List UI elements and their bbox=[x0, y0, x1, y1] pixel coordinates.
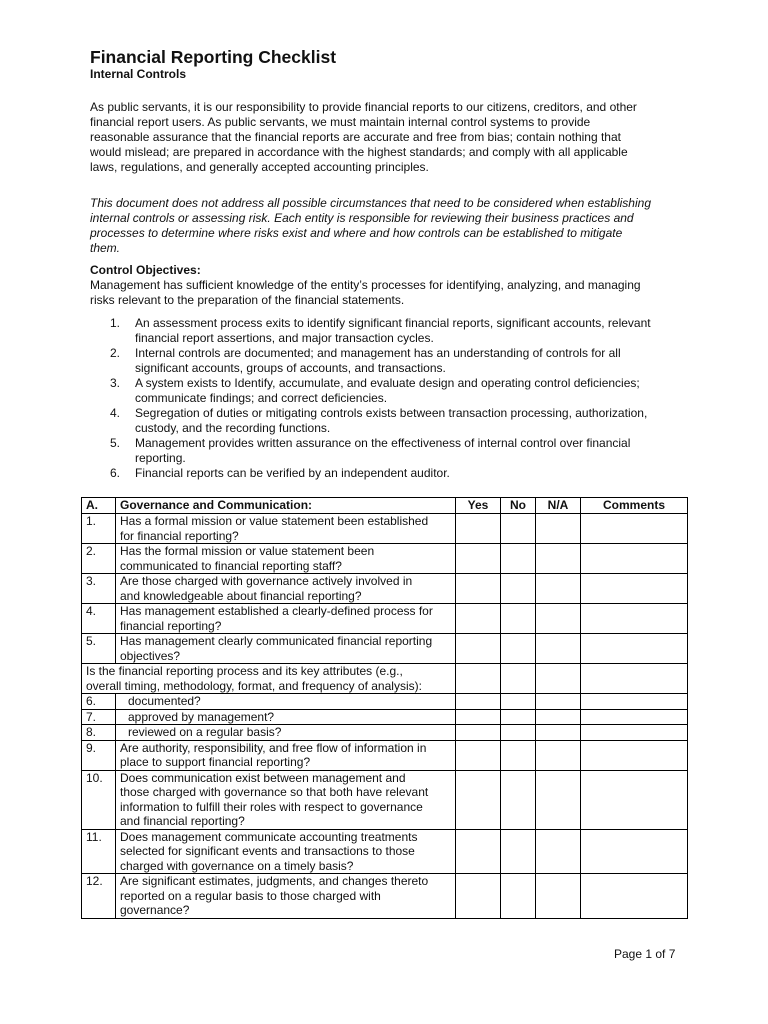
no-cell[interactable] bbox=[501, 829, 536, 874]
objective-number: 4. bbox=[110, 406, 121, 420]
question-cell bbox=[116, 709, 456, 725]
disclaimer-paragraph bbox=[90, 196, 690, 256]
yes-cell[interactable] bbox=[456, 709, 501, 725]
question-number: 5. bbox=[82, 634, 116, 664]
objective-text: Segregation of duties or mitigating controls exists between transaction processing, authorization, bbox=[135, 406, 648, 420]
question-text: documented? bbox=[128, 694, 201, 708]
question-number: 8. bbox=[82, 725, 116, 741]
objective-text: financial report assertions, and major transaction cycles. bbox=[135, 331, 434, 345]
na-cell[interactable] bbox=[536, 874, 581, 919]
intro-line: would mislead; are prepared in accordance with the highest standards; and comply with all applicable bbox=[90, 145, 628, 159]
question-number: 3. bbox=[82, 574, 116, 604]
objective-number: 5. bbox=[110, 436, 121, 450]
no-cell[interactable] bbox=[501, 740, 536, 770]
yes-cell[interactable] bbox=[456, 740, 501, 770]
table-row bbox=[82, 829, 688, 874]
no-column-header: No bbox=[501, 498, 536, 514]
question-cell bbox=[116, 770, 456, 829]
intro-line: As public servants, it is our responsibility to provide financial reports to our citizens, creditors, and other bbox=[90, 100, 637, 114]
yes-cell[interactable] bbox=[456, 574, 501, 604]
yes-cell[interactable] bbox=[456, 514, 501, 544]
yes-cell[interactable] bbox=[456, 634, 501, 664]
question-text: financial reporting? bbox=[120, 618, 222, 633]
question-number: 7. bbox=[82, 709, 116, 725]
table-row bbox=[82, 544, 688, 574]
yes-cell[interactable] bbox=[456, 874, 501, 919]
question-text: for financial reporting? bbox=[120, 528, 239, 543]
objective-item bbox=[110, 346, 710, 376]
comments-cell[interactable] bbox=[581, 725, 688, 741]
na-cell[interactable] bbox=[536, 829, 581, 874]
comments-cell[interactable] bbox=[581, 740, 688, 770]
objective-number: 6. bbox=[110, 466, 121, 480]
question-text: Are significant estimates, judgments, and changes thereto bbox=[120, 874, 429, 888]
disclaimer-line: them. bbox=[90, 241, 121, 255]
question-cell bbox=[116, 694, 456, 710]
objective-number: 1. bbox=[110, 316, 121, 330]
objective-text: reporting. bbox=[135, 451, 186, 465]
na-cell[interactable] bbox=[536, 770, 581, 829]
objectives-intro-line: risks relevant to the preparation of the financial statements. bbox=[90, 293, 405, 307]
intro-line: reasonable assurance that the financial reports are accurate and free from bias; contain nothing that bbox=[90, 130, 621, 144]
objective-number: 2. bbox=[110, 346, 121, 360]
question-cell bbox=[116, 514, 456, 544]
na-cell[interactable] bbox=[536, 664, 581, 694]
yes-cell[interactable] bbox=[456, 829, 501, 874]
comments-cell[interactable] bbox=[581, 604, 688, 634]
table-row bbox=[82, 664, 688, 694]
question-text: charged with governance on a timely basis? bbox=[120, 858, 354, 873]
question-cell bbox=[116, 874, 456, 919]
comments-cell[interactable] bbox=[581, 664, 688, 694]
comments-cell[interactable] bbox=[581, 574, 688, 604]
section-title-header: Governance and Communication: bbox=[116, 498, 456, 514]
yes-cell[interactable] bbox=[456, 725, 501, 741]
no-cell[interactable] bbox=[501, 574, 536, 604]
table-row bbox=[82, 725, 688, 741]
comments-cell[interactable] bbox=[581, 874, 688, 919]
na-cell[interactable] bbox=[536, 634, 581, 664]
question-text: and financial reporting? bbox=[120, 814, 245, 828]
comments-cell[interactable] bbox=[581, 770, 688, 829]
control-objectives-list bbox=[110, 316, 710, 481]
na-cell[interactable] bbox=[536, 709, 581, 725]
question-number: 4. bbox=[82, 604, 116, 634]
disclaimer-line: This document does not address all possible circumstances that need to be considered when establishing bbox=[90, 196, 651, 210]
yes-cell[interactable] bbox=[456, 544, 501, 574]
no-cell[interactable] bbox=[501, 709, 536, 725]
table-row bbox=[82, 694, 688, 710]
na-cell[interactable] bbox=[536, 740, 581, 770]
question-number: 2. bbox=[82, 544, 116, 574]
disclaimer-line: internal controls or assessing risk. Each entity is responsible for reviewing their business practices and bbox=[90, 211, 634, 225]
question-text: and knowledgeable about financial reporting? bbox=[120, 588, 362, 603]
intro-line: financial report users. As public servants, we must maintain internal control systems to provide bbox=[90, 115, 591, 129]
question-cell bbox=[116, 544, 456, 574]
question-text: Has a formal mission or value statement been established bbox=[120, 514, 429, 528]
yes-cell[interactable] bbox=[456, 604, 501, 634]
objective-item bbox=[110, 316, 710, 346]
yes-column-header: Yes bbox=[456, 498, 501, 514]
page-title: Financial Reporting Checklist bbox=[90, 47, 337, 67]
question-text: place to support financial reporting? bbox=[120, 755, 311, 769]
na-cell[interactable] bbox=[536, 574, 581, 604]
question-text: Has management established a clearly-defined process for bbox=[120, 604, 433, 618]
comments-column-header: Comments bbox=[581, 498, 688, 514]
no-cell[interactable] bbox=[501, 874, 536, 919]
comments-cell[interactable] bbox=[581, 514, 688, 544]
question-text: Has the formal mission or value statement been bbox=[120, 544, 375, 558]
na-cell[interactable] bbox=[536, 725, 581, 741]
page-subtitle: Internal Controls bbox=[90, 67, 187, 81]
yes-cell[interactable] bbox=[456, 770, 501, 829]
na-cell[interactable] bbox=[536, 694, 581, 710]
question-text: communicated to financial reporting staff? bbox=[120, 558, 342, 573]
objective-text: significant accounts, groups of accounts, and transactions. bbox=[135, 361, 446, 375]
question-number: 10. bbox=[82, 770, 116, 829]
question-text: information to fulfill their roles with respect to governance bbox=[120, 799, 423, 814]
comments-cell[interactable] bbox=[581, 544, 688, 574]
objective-text: communicate findings; and correct deficiencies. bbox=[135, 391, 388, 405]
question-text: governance? bbox=[120, 903, 190, 917]
no-cell[interactable] bbox=[501, 770, 536, 829]
question-text: reviewed on a regular basis? bbox=[128, 725, 282, 739]
objective-text: A system exists to Identify, accumulate, and evaluate design and operating control deficiencies; bbox=[135, 376, 640, 390]
checklist-table bbox=[81, 497, 688, 919]
question-text: those charged with governance so that both have relevant bbox=[120, 785, 429, 799]
objective-text: Management provides written assurance on the effectiveness of internal control over financial bbox=[135, 436, 631, 450]
na-cell[interactable] bbox=[536, 544, 581, 574]
question-text: Is the financial reporting process and its key attributes (e.g., bbox=[86, 664, 403, 678]
question-text: Are those charged with governance actively involved in bbox=[120, 574, 413, 588]
table-row bbox=[82, 709, 688, 725]
comments-cell[interactable] bbox=[581, 709, 688, 725]
no-cell[interactable] bbox=[501, 725, 536, 741]
objective-text: Financial reports can be verified by an independent auditor. bbox=[135, 466, 450, 480]
table-row bbox=[82, 740, 688, 770]
objective-number: 3. bbox=[110, 376, 121, 390]
objective-text: An assessment process exits to identify significant financial reports, significant accounts, relevant bbox=[135, 316, 651, 330]
disclaimer-line: processes to determine where risks exist and where and how controls can be established to mitigate bbox=[90, 226, 623, 240]
table-row bbox=[82, 514, 688, 544]
comments-cell[interactable] bbox=[581, 694, 688, 710]
question-text: Does communication exist between management and bbox=[120, 770, 406, 785]
comments-cell[interactable] bbox=[581, 829, 688, 874]
table-row bbox=[82, 574, 688, 604]
question-text: Are authority, responsibility, and free flow of information in bbox=[120, 740, 427, 755]
question-text: overall timing, methodology, format, and frequency of analysis): bbox=[86, 678, 422, 693]
no-cell[interactable] bbox=[501, 514, 536, 544]
na-column-header: N/A bbox=[536, 498, 581, 514]
comments-cell[interactable] bbox=[581, 634, 688, 664]
table-row bbox=[82, 604, 688, 634]
objective-item bbox=[110, 406, 710, 436]
intro-paragraph bbox=[90, 100, 690, 175]
question-text: selected for significant events and transactions to those bbox=[120, 844, 415, 858]
yes-cell[interactable] bbox=[456, 664, 501, 694]
question-number: 11. bbox=[82, 829, 116, 874]
question-cell bbox=[116, 574, 456, 604]
question-text: Does management communicate accounting treatments bbox=[120, 829, 418, 844]
objective-text: custody, and the recording functions. bbox=[135, 421, 331, 435]
no-cell[interactable] bbox=[501, 544, 536, 574]
question-number: 6. bbox=[82, 694, 116, 710]
question-number: 1. bbox=[82, 514, 116, 544]
question-cell bbox=[116, 829, 456, 874]
table-row bbox=[82, 874, 688, 919]
control-objectives-intro bbox=[90, 278, 690, 308]
objective-item bbox=[110, 466, 710, 481]
question-text: reported on a regular basis to those charged with bbox=[120, 888, 381, 903]
table-row bbox=[82, 634, 688, 664]
section-letter-header: A. bbox=[82, 498, 116, 514]
question-cell bbox=[116, 634, 456, 664]
control-objectives-heading: Control Objectives: bbox=[90, 263, 201, 277]
question-text: objectives? bbox=[120, 648, 181, 663]
question-cell bbox=[116, 604, 456, 634]
question-number: 12. bbox=[82, 874, 116, 919]
na-cell[interactable] bbox=[536, 514, 581, 544]
no-cell[interactable] bbox=[501, 634, 536, 664]
checklist-body bbox=[82, 514, 688, 919]
table-row bbox=[82, 770, 688, 829]
objective-item bbox=[110, 436, 710, 466]
question-text: approved by management? bbox=[128, 709, 275, 724]
table-header-row bbox=[82, 498, 688, 514]
no-cell[interactable] bbox=[501, 604, 536, 634]
objective-item bbox=[110, 376, 710, 406]
intro-line: laws, regulations, and generally accepted accounting principles. bbox=[90, 160, 429, 174]
objectives-intro-line: Management has sufficient knowledge of the entity’s processes for identifying, analyzing, and managing bbox=[90, 278, 641, 292]
section-intro-cell bbox=[82, 664, 456, 694]
no-cell[interactable] bbox=[501, 694, 536, 710]
na-cell[interactable] bbox=[536, 604, 581, 634]
objective-text: Internal controls are documented; and management has an understanding of controls for all bbox=[135, 346, 621, 360]
question-number: 9. bbox=[82, 740, 116, 770]
yes-cell[interactable] bbox=[456, 694, 501, 710]
question-cell bbox=[116, 740, 456, 770]
question-cell bbox=[116, 725, 456, 741]
page-number: Page 1 of 7 bbox=[614, 947, 676, 961]
question-text: Has management clearly communicated financial reporting bbox=[120, 634, 433, 648]
no-cell[interactable] bbox=[501, 664, 536, 694]
